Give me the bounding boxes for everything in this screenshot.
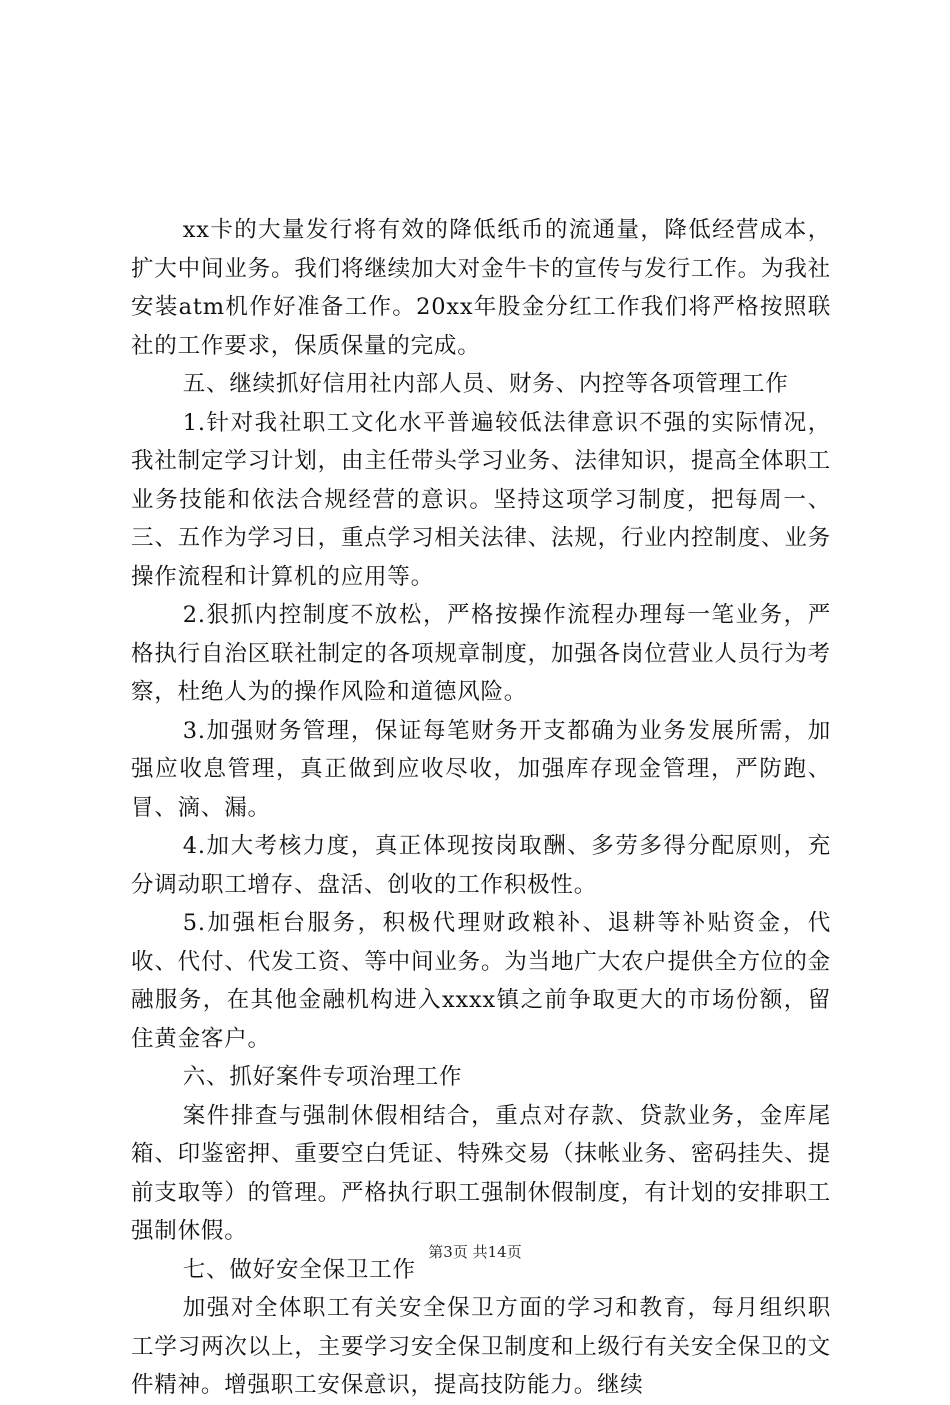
paragraph-item-1: 1.针对我社职工文化水平普遍较低法律意识不强的实际情况，我社制定学习计划，由主任带头学习业务、法律知识，提高全体职工业务技能和依法合规经营的意识。坚持这项学习制度，把每周一、三、五作为学习日，重点学习相关法律、法规，行业内控制度、业务操作流程和计算机的应用等。	[131, 409, 831, 590]
section-heading-6: 六、抓好案件专项治理工作	[182, 1064, 463, 1090]
paragraph-security: 加强对全体职工有关安全保卫方面的学习和教育，每月组织职工学习两次以上，主要学习安全保卫制度和上级行有关安全保卫的文件精神。增强职工安保意识，提高技防能力。继续	[131, 1295, 831, 1398]
paragraph-case-governance: 案件排查与强制休假相结合，重点对存款、贷款业务，金库尾箱、印鉴密押、重要空白凭证、特殊交易（抹帐业务、密码挂失、提前支取等）的管理。严格执行职工强制休假制度，有计划的安排职工强制休假。	[131, 1102, 831, 1244]
section-heading-7: 七、做好安全保卫工作	[182, 1256, 416, 1283]
page-footer: 第3页 共14页	[428, 1243, 522, 1261]
paragraph-item-5: 5.加强柜台服务，积极代理财政粮补、退耕等补贴资金，代收、代付、代发工资、等中间业务。为当地广大农户提供全方位的金融服务，在其他金融机构进入xxxx镇之前争取更大的市场份额，留住黄金客户。	[131, 910, 831, 1052]
paragraph-item-3: 3.加强财务管理，保证每笔财务开支都确为业务发展所需，加强应收息管理，真正做到应收尽收，加强库存现金管理，严防跑、冒、滴、漏。	[131, 717, 831, 821]
paragraph-item-2: 2.狠抓内控制度不放松，严格按操作流程办理每一笔业务，严格执行自治区联社制定的各项规章制度，加强各岗位营业人员行为考察，杜绝人为的操作风险和道德风险。	[131, 602, 831, 705]
paragraph-atm-card: xx卡的大量发行将有效的降低纸币的流通量，降低经营成本，扩大中间业务。我们将继续加大对金牛卡的宣传与发行工作。为我社安装atm机作好准备工作。20xx年股金分红工作我们将严格按照联社的工作要求，保质保量的完成。	[131, 217, 831, 359]
section-heading-5: 五、继续抓好信用社内部人员、财务、内控等各项管理工作	[182, 371, 789, 397]
document-body	[131, 211, 831, 1405]
paragraph-item-4: 4.加大考核力度，真正体现按岗取酬、多劳多得分配原则，充分调动职工增存、盘活、创收的工作积极性。	[131, 833, 831, 898]
